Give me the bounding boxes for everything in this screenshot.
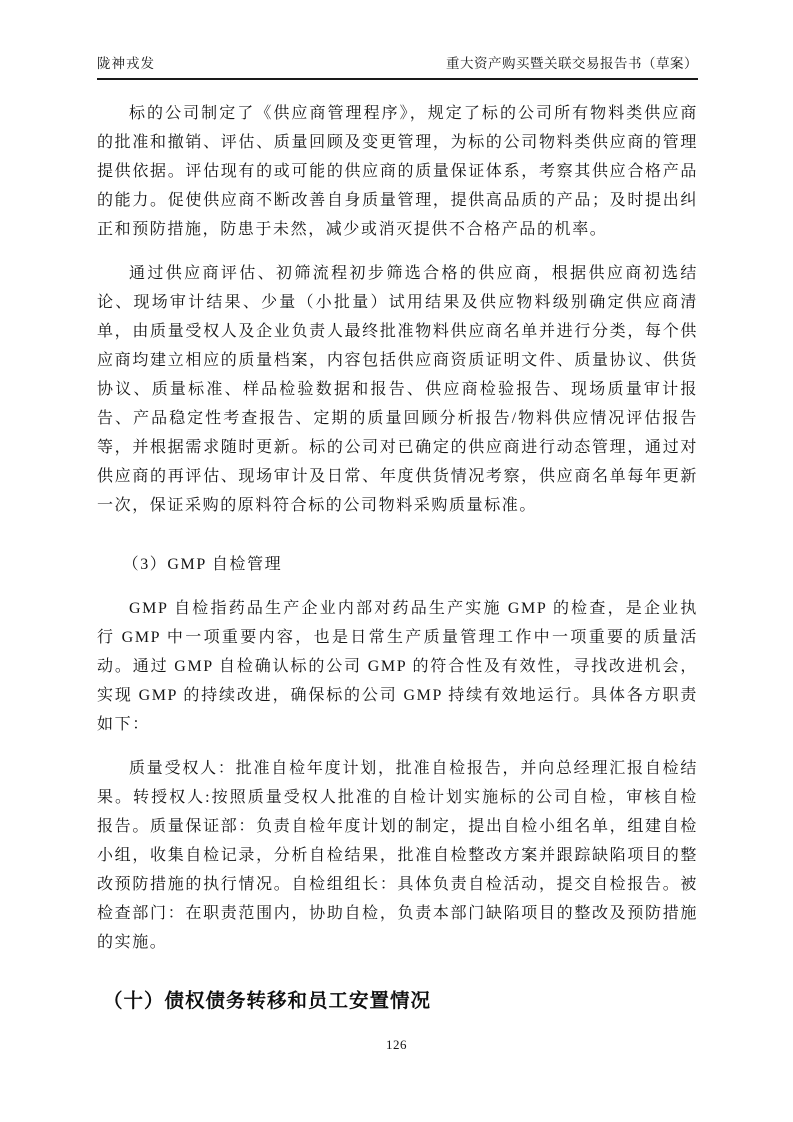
- page-header: [97, 55, 698, 80]
- paragraph-supplier-program: 标的公司制定了《供应商管理程序》，规定了标的公司所有物料类供应商的批准和撤销、评估、质量回顾及变更管理，为标的公司物料类供应商的管理提供依据。评估现有的或可能的供应商的质量保证体系，考察其供应合格产品的能力。促使供应商不断改善自身质量管理，提供高品质的产品；及时提出纠正和预防措施，防患于未然，减少或消灭提供不合格产品的机率。: [97, 105, 698, 238]
- document-body: [97, 99, 698, 1015]
- paragraph-gmp-definition: GMP 自检指药品生产企业内部对药品生产实施 GMP 的检查，是企业执行 GMP 中一项重要内容，也是日常生产质量管理工作中一项重要的质量活动。通过 GMP 自检确认标的公司 GMP 的符合性及有效性，寻找改进机会，实现 GMP 的持续改进，确保标的公司 GMP 持续有效地运行。具体各方职责如下：: [97, 600, 698, 733]
- subheading-gmp-self-inspection: （3）GMP 自检管理: [122, 556, 283, 573]
- section-heading-debt-transfer: （十）债权债务转移和员工安置情况: [103, 990, 432, 1012]
- header-report-title: 重大资产购买暨关联交易报告书（草案）: [446, 56, 698, 71]
- header-company-name: 陇神戎发: [97, 56, 155, 71]
- paragraph-supplier-evaluation: 通过供应商评估、初筛流程初步筛选合格的供应商，根据供应商初选结论、现场审计结果、少量（小批量）试用结果及供应物料级别确定供应商清单，由质量受权人及企业负责人最终批准物料供应商名单并进行分类，每个供应商均建立相应的质量档案，内容包括供应商资质证明文件、质量协议、供货协议、质量标准、样品检验数据和报告、供应商检验报告、现场质量审计报告、产品稳定性考查报告、定期的质量回顾分析报告/物料供应情况评估报告等，并根据需求随时更新。标的公司对已确定的供应商进行动态管理，通过对供应商的再评估、现场审计及日常、年度供货情况考察，供应商名单每年更新一次，保证采购的原料符合标的公司物料采购质量标准。: [97, 265, 698, 514]
- paragraph-responsibilities: 质量受权人：批准自检年度计划，批准自检报告，并向总经理汇报自检结果。转授权人:按照质量受权人批准的自检计划实施标的公司自检，审核自检报告。质量保证部：负责自检年度计划的制定，提出自检小组名单，组建自检小组，收集自检记录，分析自检结果，批准自检整改方案并跟踪缺陷项目的整改预防措施的执行情况。自检组组长：具体负责自检活动，提交自检报告。被检查部门：在职责范围内，协助自检，负责本部门缺陷项目的整改及预防措施的实施。: [97, 760, 698, 951]
- page-number: 126: [386, 1037, 407, 1052]
- page-footer: [0, 1037, 793, 1053]
